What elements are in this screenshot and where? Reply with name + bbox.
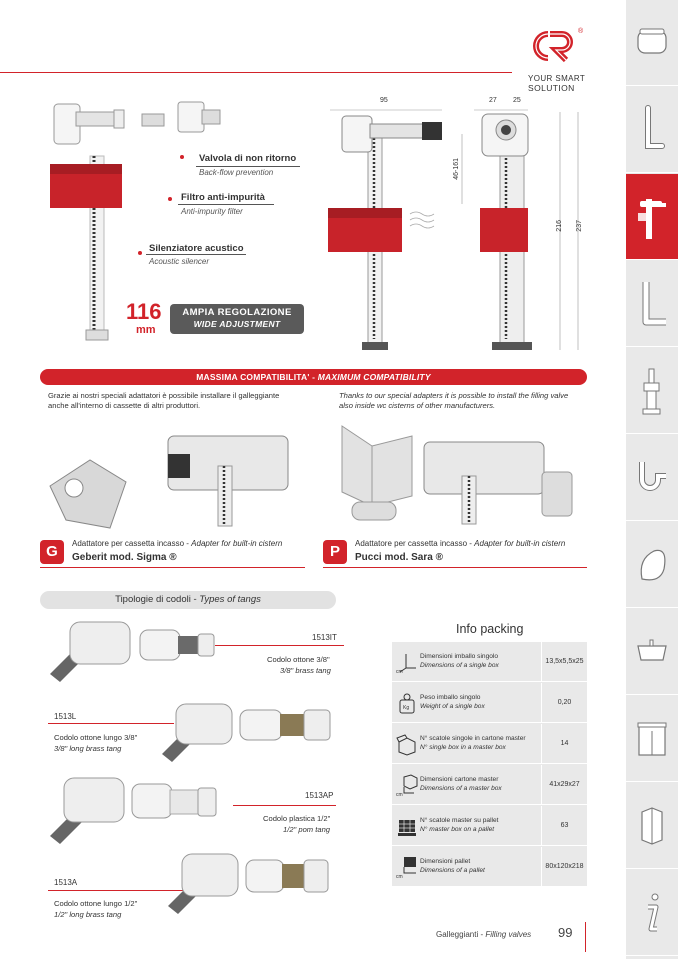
compatibility-text-en-line-2: also inside wc cisterns of other manufacturers. xyxy=(339,401,496,410)
tang-rule-1513A xyxy=(48,890,184,891)
adjustment-label-it: AMPIA REGOLAZIONE xyxy=(182,307,292,318)
footer-section xyxy=(436,930,531,939)
tang-desc-en-1513AP: 1/2" pom tang xyxy=(283,825,331,834)
flush-pipe-icon xyxy=(634,104,670,156)
sidebar-item-cistern[interactable] xyxy=(626,0,678,86)
dimension-237: 237 xyxy=(576,220,583,232)
packing-label-it: N° scatole singole in cartone master xyxy=(420,735,526,742)
shower-box-icon xyxy=(634,800,670,852)
packing-value: 63 xyxy=(541,806,587,846)
adjustment-badge xyxy=(170,304,304,334)
sidebar-item-drain-valve[interactable] xyxy=(626,348,678,434)
adapter-card-label xyxy=(355,539,565,548)
compatibility-text-en xyxy=(339,391,568,411)
packing-value: 0,20 xyxy=(541,683,587,723)
compatibility-text-en-line-1: Thanks to our special adapters it is possible to install the filling valve xyxy=(339,391,569,400)
info-icon xyxy=(634,887,670,939)
tang-1513L-illustration xyxy=(162,698,338,766)
packing-value: 80x120x218 xyxy=(541,847,587,887)
sidebar-item-info[interactable] xyxy=(626,870,678,956)
packing-value: 13,5x5,5x25 xyxy=(541,642,587,682)
adapter-badge-p: P xyxy=(323,540,347,564)
compatibility-text-it-line-2: anche all'interno di cassette di altri produttori. xyxy=(48,401,201,410)
sidebar-item-flush-pipe[interactable] xyxy=(626,87,678,173)
master-box-icon xyxy=(396,773,418,797)
siphon-icon xyxy=(634,452,670,504)
compatibility-banner-en: MAXIMUM COMPATIBILITY xyxy=(317,372,431,382)
vanity-cabinet-icon xyxy=(634,713,670,765)
page-number: 99 xyxy=(558,925,573,940)
footer-separator xyxy=(585,922,586,952)
packing-row xyxy=(392,683,587,723)
svg-text:Kg: Kg xyxy=(403,705,410,711)
footer-section-it: Galleggianti - xyxy=(436,930,486,939)
filter-feature-subtitle: Anti-impurity filter xyxy=(181,207,243,216)
geberit-adapter-illustration xyxy=(44,426,306,530)
silencer-feature-subtitle: Acoustic silencer xyxy=(149,257,210,266)
tang-desc-it-1513IT: Codolo ottone 3/8" xyxy=(267,655,330,664)
tang-desc-en-1513A: 1/2" long brass tang xyxy=(54,910,122,919)
packing-label-en: Dimensions of a single box xyxy=(420,662,499,669)
tang-desc-it-1513AP: Codolo plastica 1/2" xyxy=(263,814,331,823)
cistern-icon xyxy=(634,17,670,69)
adapter-label-it: Adattatore per cassetta incasso - xyxy=(355,539,475,548)
packing-label-en: Weight of a single box xyxy=(420,703,485,710)
cr-logo-icon xyxy=(524,28,580,64)
sidebar-item-siphon[interactable] xyxy=(626,435,678,521)
sidebar-item-angle-pipe[interactable] xyxy=(626,261,678,347)
brand-logo xyxy=(520,28,592,96)
adapter-label-en: Adapter for built-in cistern xyxy=(191,539,283,548)
compatibility-text-it xyxy=(48,391,279,411)
tang-1513AP-illustration xyxy=(50,770,222,848)
packing-row xyxy=(392,724,587,764)
tangs-section-header xyxy=(40,591,336,609)
dimension-25: 25 xyxy=(513,97,521,104)
adapter-label-it: Adattatore per cassetta incasso - xyxy=(72,539,192,548)
svg-text:cm: cm xyxy=(396,874,403,879)
pucci-adapter-illustration xyxy=(332,416,584,528)
sidebar-item-toilet-seat[interactable] xyxy=(626,522,678,608)
sidebar-item-sink[interactable] xyxy=(626,609,678,695)
adapter-card-label xyxy=(72,539,282,548)
packing-row xyxy=(392,806,587,846)
dimension-27: 27 xyxy=(489,97,497,104)
tang-desc-it-1513L: Codolo ottone lungo 3/8" xyxy=(54,733,138,742)
packing-label-en: N° single box in a master box xyxy=(420,744,506,751)
adapter-label-en: Adapter for built-in cistern xyxy=(474,539,566,548)
dimension-216: 216 xyxy=(556,220,563,232)
svg-text:cm: cm xyxy=(396,669,403,674)
packing-label-en: N° master box on a pallet xyxy=(420,826,495,833)
adapter-badge-g: G xyxy=(40,540,64,564)
packing-label-it: Dimensioni imballo singolo xyxy=(420,653,499,660)
packing-row xyxy=(392,847,587,887)
packing-label-en: Dimensions of a pallet xyxy=(420,867,485,874)
tang-code-1513AP: 1513AP xyxy=(305,791,334,800)
tang-rule-1513IT xyxy=(215,645,344,646)
callout-line-filter xyxy=(178,204,274,205)
packing-row xyxy=(392,642,587,682)
tang-desc-it-1513A: Codolo ottone lungo 1/2" xyxy=(54,899,138,908)
tang-desc-en-1513IT: 3/8" brass tang xyxy=(280,666,331,675)
callout-line-valve xyxy=(196,166,300,167)
packing-row xyxy=(392,765,587,805)
packing-label-it: Peso imballo singolo xyxy=(420,694,481,701)
category-sidebar xyxy=(626,0,678,959)
pallet-dimensions-icon xyxy=(396,855,418,879)
adapter-model: Pucci mod. Sara ® xyxy=(355,552,443,563)
logo-tagline-1: YOUR SMART xyxy=(528,74,586,83)
tangs-header-it: Tipologie di codoli - xyxy=(115,594,200,605)
tang-code-1513A: 1513A xyxy=(54,878,78,887)
packing-label-it: Dimensioni cartone master xyxy=(420,776,499,783)
tang-rule-1513AP xyxy=(233,805,336,806)
header-rule xyxy=(0,72,512,73)
packing-label-it: Dimensioni pallet xyxy=(420,858,471,865)
compatibility-text-it-line-1: Grazie ai nostri speciali adattatori è possibile installare il galleggiante xyxy=(48,391,280,400)
compatibility-banner-it: MASSIMA COMPATIBILITA' - xyxy=(196,372,318,382)
packing-value: 14 xyxy=(541,724,587,764)
adjustment-label-en: WIDE ADJUSTMENT xyxy=(193,319,281,329)
weight-icon xyxy=(396,691,418,715)
tang-rule-1513L xyxy=(48,723,174,724)
callout-dot-silencer xyxy=(138,251,142,255)
packing-label-en: Dimensions of a master box xyxy=(420,785,502,792)
adapter-card-geberit xyxy=(40,536,305,568)
adapter-model: Geberit mod. Sigma ® xyxy=(72,552,177,563)
tang-code-1513IT: 1513IT xyxy=(312,633,337,642)
valve-feature-subtitle: Back-flow prevention xyxy=(199,168,274,177)
silencer-feature-title: Silenziatore acustico xyxy=(149,243,244,254)
adjustment-unit: mm xyxy=(136,324,156,336)
filter-feature-title: Filtro anti-impurità xyxy=(181,192,265,203)
packing-table xyxy=(392,642,587,886)
footer-section-en: Filling valves xyxy=(485,930,532,939)
dimension-95: 95 xyxy=(380,97,388,104)
open-box-icon xyxy=(396,732,418,756)
dimension-46-161: 46-161 xyxy=(453,158,460,180)
drain-valve-icon xyxy=(634,365,670,417)
tang-code-1513L: 1513L xyxy=(54,712,77,721)
sidebar-item-shower-box[interactable] xyxy=(626,783,678,869)
tang-desc-en-1513L: 3/8" long brass tang xyxy=(54,744,122,753)
tangs-header-en: Types of tangs xyxy=(199,594,261,605)
sidebar-item-vanity[interactable] xyxy=(626,696,678,782)
tang-1513A-illustration xyxy=(168,848,338,918)
filling-valve-icon xyxy=(634,191,670,243)
adapter-card-pucci xyxy=(323,536,587,568)
adjustment-value: 116 xyxy=(126,299,162,324)
angle-pipe-icon xyxy=(634,278,670,330)
registered-mark-icon: ® xyxy=(578,28,584,35)
pallet-boxes-icon xyxy=(396,814,418,838)
sidebar-item-filling-valve[interactable] xyxy=(626,174,678,260)
compatibility-banner xyxy=(40,369,587,385)
callout-dot-valve xyxy=(180,155,184,159)
callout-dot-filter xyxy=(168,197,172,201)
packing-label-it: N° scatole master su pallet xyxy=(420,817,499,824)
valve-feature-title: Valvola di non ritorno xyxy=(199,153,297,164)
box-dimensions-icon xyxy=(396,650,418,674)
logo-tagline-2: SOLUTION xyxy=(528,83,575,93)
svg-text:cm: cm xyxy=(396,792,403,797)
callout-line-silencer xyxy=(146,254,246,255)
packing-title: Info packing xyxy=(456,622,524,636)
tang-1513IT-illustration xyxy=(50,616,222,686)
sink-icon xyxy=(634,626,670,678)
packing-value: 41x29x27 xyxy=(541,765,587,805)
toilet-seat-icon xyxy=(634,539,670,591)
